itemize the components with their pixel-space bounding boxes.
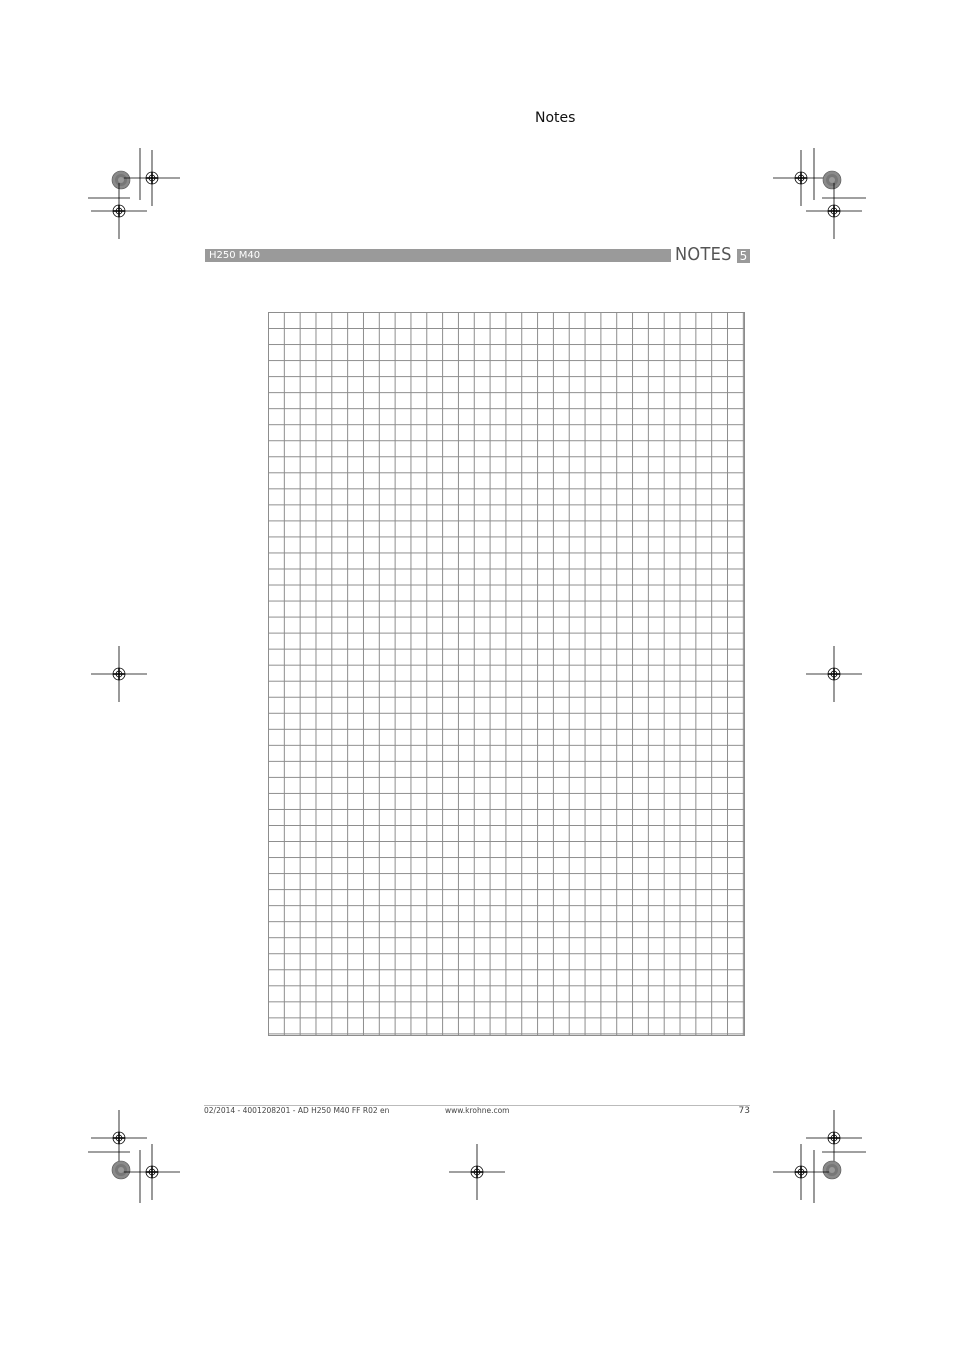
page-top-title: Notes (535, 110, 576, 126)
footer-page-number: 73 (738, 1106, 750, 1116)
section-number-badge: 5 (737, 249, 750, 263)
header-product-name: H250 M40 (209, 250, 261, 261)
footer-website: www.krohne.com (445, 1106, 510, 1115)
header-bar (205, 249, 671, 262)
footer-document-reference: 02/2014 - 4001208201 - AD H250 M40 FF R02 en (204, 1106, 390, 1115)
section-title: NOTES (675, 244, 732, 265)
notes-grid (268, 312, 745, 1036)
